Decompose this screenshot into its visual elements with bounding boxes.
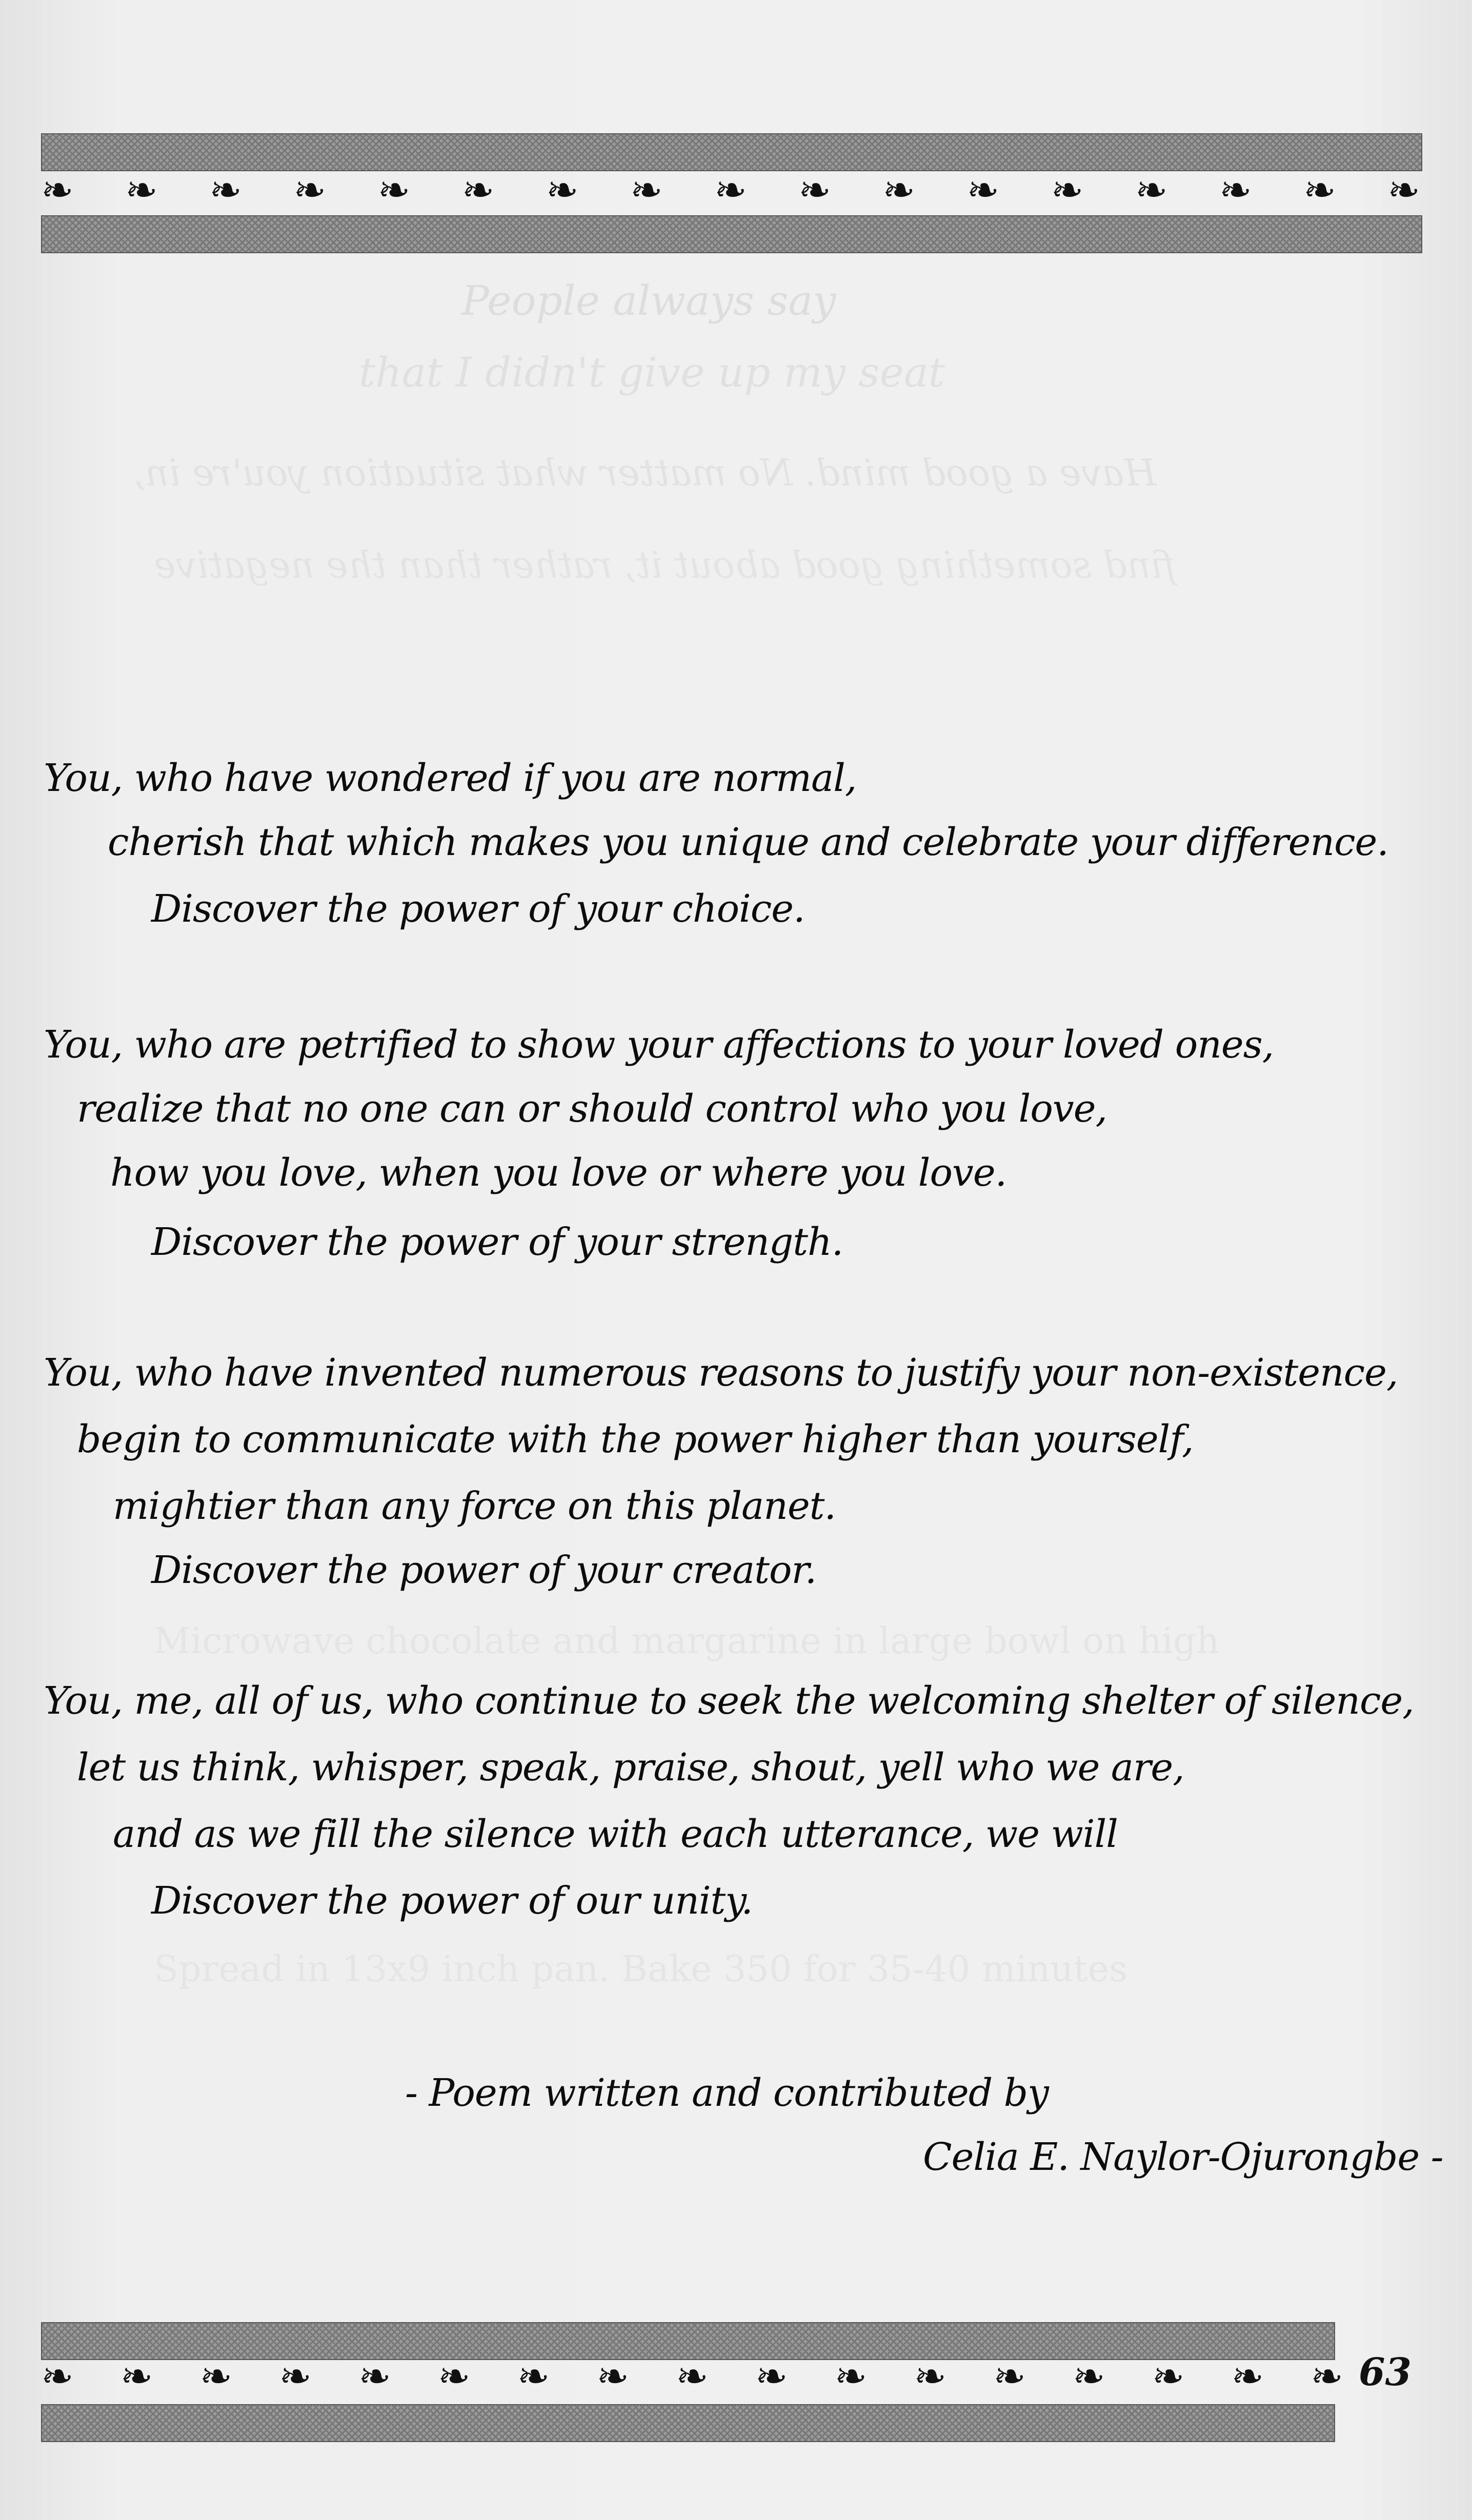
leaf-ornament-icon: ❧ [993,2353,1026,2399]
leaf-ornament-icon: ❧ [966,167,1000,213]
leaf-ornament-icon: ❧ [676,2353,709,2399]
poem-line: You, who have wondered if you are normal, [44,756,857,800]
poem-line: Discover the power of your strength. [151,1220,843,1264]
leaf-ornament-icon: ❧ [1303,167,1336,213]
leaf-ornament-icon: ❧ [1051,167,1084,213]
poem-line: You, me, all of us, who continue to seek the welcoming shelter of silence, [44,1679,1414,1723]
poem-line: You, who are petrified to show your affections to your loved ones, [44,1023,1274,1067]
leaf-ornament-icon: ❧ [596,2353,630,2399]
leaf-ornament-icon: ❧ [1135,167,1168,213]
poem-line: and as we fill the silence with each utterance, we will [113,1812,1118,1856]
bleed-through: Spread in 13x9 inch pan. Bake 350 for 35-40 minutes [154,1948,1127,1990]
leaf-ornament-icon: ❧ [1072,2353,1105,2399]
poem-line: let us think, whisper, speak, praise, shout, yell who we are, [77,1745,1184,1790]
bottom-band-lower [41,2404,1335,2442]
leaf-ornament-icon: ❧ [120,2353,153,2399]
poem-line: You, who have invented numerous reasons to justify your non-existence, [44,1351,1398,1395]
poem-line: how you love, when you love or where you love. [110,1151,1007,1195]
leaf-ornament-icon: ❧ [358,2353,391,2399]
leaf-ornament-icon: ❧ [377,167,411,213]
top-band-lower [41,215,1422,253]
leaf-ornament-icon: ❧ [914,2353,947,2399]
bottom-ornament-row [41,2353,1343,2399]
leaf-ornament-icon: ❧ [293,167,327,213]
top-ornament-row [41,167,1420,213]
leaf-ornament-icon: ❧ [199,2353,233,2399]
poem-line: Discover the power of our unity. [151,1879,753,1923]
poem-author: Celia E. Naylor-Ojurongbe - [923,2135,1443,2179]
leaf-ornament-icon: ❧ [755,2353,788,2399]
leaf-ornament-icon: ❧ [1231,2353,1264,2399]
leaf-ornament-icon: ❧ [41,2353,74,2399]
leaf-ornament-icon: ❧ [279,2353,312,2399]
bleed-through: find something good about it, rather than the negative [154,543,1176,586]
poem-line: begin to communicate with the power higher than yourself, [77,1417,1194,1461]
bleed-through: Microwave chocolate and margarine in large bowl on high [154,1620,1220,1662]
leaf-ornament-icon: ❧ [461,167,495,213]
leaf-ornament-icon: ❧ [209,167,242,213]
leaf-ornament-icon: ❧ [1310,2353,1343,2399]
leaf-ornament-icon: ❧ [834,2353,868,2399]
poem-line: Discover the power of your choice. [151,887,805,931]
leaf-ornament-icon: ❧ [546,167,579,213]
leaf-ornament-icon: ❧ [41,167,74,213]
page-number: 63 [1359,2350,1411,2394]
bleed-through: Have a good mind. No matter what situation you're in, [133,451,1157,494]
poem-line: Discover the power of your creator. [151,1548,817,1592]
poem-credit: - Poem written and contributed by [405,2071,1048,2115]
leaf-ornament-icon: ❧ [1219,167,1252,213]
leaf-ornament-icon: ❧ [125,167,158,213]
leaf-ornament-icon: ❧ [714,167,747,213]
leaf-ornament-icon: ❧ [517,2353,550,2399]
leaf-ornament-icon: ❧ [1152,2353,1185,2399]
leaf-ornament-icon: ❧ [630,167,663,213]
top-band-upper [41,133,1422,171]
poem-line: realize that no one can or should control who you love, [77,1087,1107,1131]
bleed-through: that I didn't give up my seat [359,349,945,396]
poem-line: cherish that which makes you unique and celebrate your difference. [108,820,1388,864]
bleed-through: People always say [461,277,836,324]
leaf-ornament-icon: ❧ [1387,167,1420,213]
leaf-ornament-icon: ❧ [882,167,916,213]
leaf-ornament-icon: ❧ [437,2353,471,2399]
poem-line: mightier than any force on this planet. [113,1484,836,1528]
leaf-ornament-icon: ❧ [798,167,831,213]
